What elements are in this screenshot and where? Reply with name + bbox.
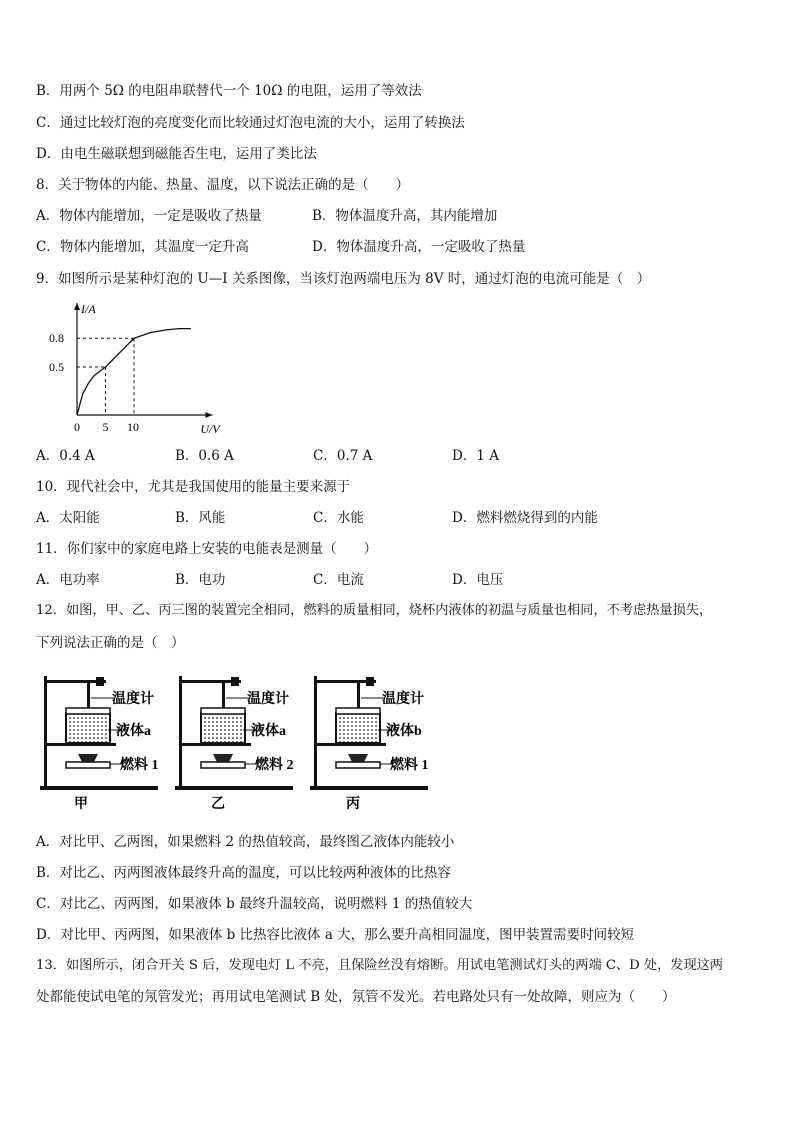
q10-option-a: A．太阳能 [36,510,100,526]
q12-option-a: A．对比甲、乙两图，如果燃料 2 的热值较高，最终图乙液体内能较小 [36,834,455,850]
y-axis-arrow [74,303,80,310]
q9-option-c: C．0.7 A [313,448,373,464]
u-i-curve [77,329,191,415]
q8-option-c: C．物体内能增加，其温度一定升高 [36,239,249,255]
q8-option-b: B．物体温度升高，其内能增加 [312,208,498,224]
u-i-chart [40,295,240,440]
fuel-label: 燃料 2 [255,758,294,773]
q8-stem: 8．关于物体的内能、热量、温度，以下说法正确的是（ ） [36,177,410,193]
x-tick-label: 0 [74,420,80,434]
figure-caption: 乙 [211,797,225,812]
fuel-label: 燃料 1 [390,758,429,773]
q7-option-b: B．用两个 5Ω 的电阻串联替代一个 10Ω 的电阻，运用了等效法 [36,83,422,99]
q13-stem-line2: 处都能使试电笔的氖管发光；再用试电笔测试 B 处，氖管不发光。若电路处只有一处故障，则应为（ ） [36,989,676,1005]
q9-option-b: B．0.6 A [175,448,234,464]
q11-option-d: D．电压 [452,572,504,588]
liquid-label: 液体a [251,724,286,739]
x-axis-arrow [205,412,212,418]
q12-stem-line1: 12．如图，甲、乙、丙三图的装置完全相同，燃料的质量相同，烧杯内液体的初温与质量也相同，不考虑热量损失， [36,603,713,618]
x-tick-label: 10 [127,420,139,434]
q10-option-d: D．燃料燃烧得到的内能 [452,510,598,526]
y-tick-label: 0.8 [49,331,64,346]
q10-option-c: C．水能 [313,510,364,526]
q10-option-b: B．风能 [175,510,226,526]
liquid-label: 液体a [116,724,151,739]
q12-option-d: D．对比甲、丙两图，如果液体 b 比热容比液体 a 大，那么要升高相同温度，图甲装置需要时间较短 [36,927,635,943]
thermometer-label: 温度计 [382,692,424,707]
q10-stem: 10．现代社会中，尤其是我国使用的能量主要来源于 [36,479,351,495]
q12-option-c: C．对比乙、丙两图，如果液体 b 最终升温较高，说明燃料 1 的热值较大 [36,896,473,912]
q8-option-d: D．物体温度升高，一定吸收了热量 [312,239,526,255]
q11-stem: 11．你们家中的家庭电路上安装的电能表是测量（ ） [36,541,378,557]
thermometer-label: 温度计 [247,692,289,707]
q7-option-d: D．由电生磁联想到磁能否生电，运用了类比法 [36,146,317,162]
y-axis-label: I/A [81,302,96,316]
q7-option-c: C．通过比较灯泡的亮度变化而比较通过灯泡电流的大小，运用了转换法 [36,115,465,131]
figure-caption: 丙 [346,797,360,812]
figure-caption: 甲 [74,797,88,812]
apparatus-yi [175,676,294,812]
q9-option-d: D．1 A [452,448,499,464]
y-tick-label: 0.5 [49,360,64,374]
x-tick-label: 5 [102,420,109,434]
q11-option-b: B．电功 [175,572,226,588]
q8-option-a: A．物体内能增加，一定是吸收了热量 [36,208,262,224]
apparatus-jia [40,676,159,812]
q11-option-c: C．电流 [313,572,364,588]
q12-stem-line2: 下列说法正确的是（ ） [36,635,185,651]
apparatus-figures [36,668,446,813]
q9-option-a: A．0.4 A [36,448,95,464]
q13-stem-line1: 13．如图所示，闭合开关 S 后，发现电灯 L 不亮，且保险丝没有熔断。用试电笔测试灯头的两端 C、D 处，发现这两 [36,958,724,973]
q9-stem: 9．如图所示是某种灯泡的 U—I 关系图像，当该灯泡两端电压为 8V 时，通过灯泡的电流可能是（ ） [36,271,651,287]
q12-option-b: B．对比乙、丙两图液体最终升高的温度，可以比较两种液体的比热容 [36,865,451,881]
thermometer-label: 温度计 [112,692,154,707]
x-axis-label: U/V [200,422,220,436]
fuel-label: 燃料 1 [120,758,159,773]
apparatus-bing [310,676,429,812]
liquid-label: 液体b [386,724,422,739]
q11-option-a: A．电功率 [36,572,100,588]
